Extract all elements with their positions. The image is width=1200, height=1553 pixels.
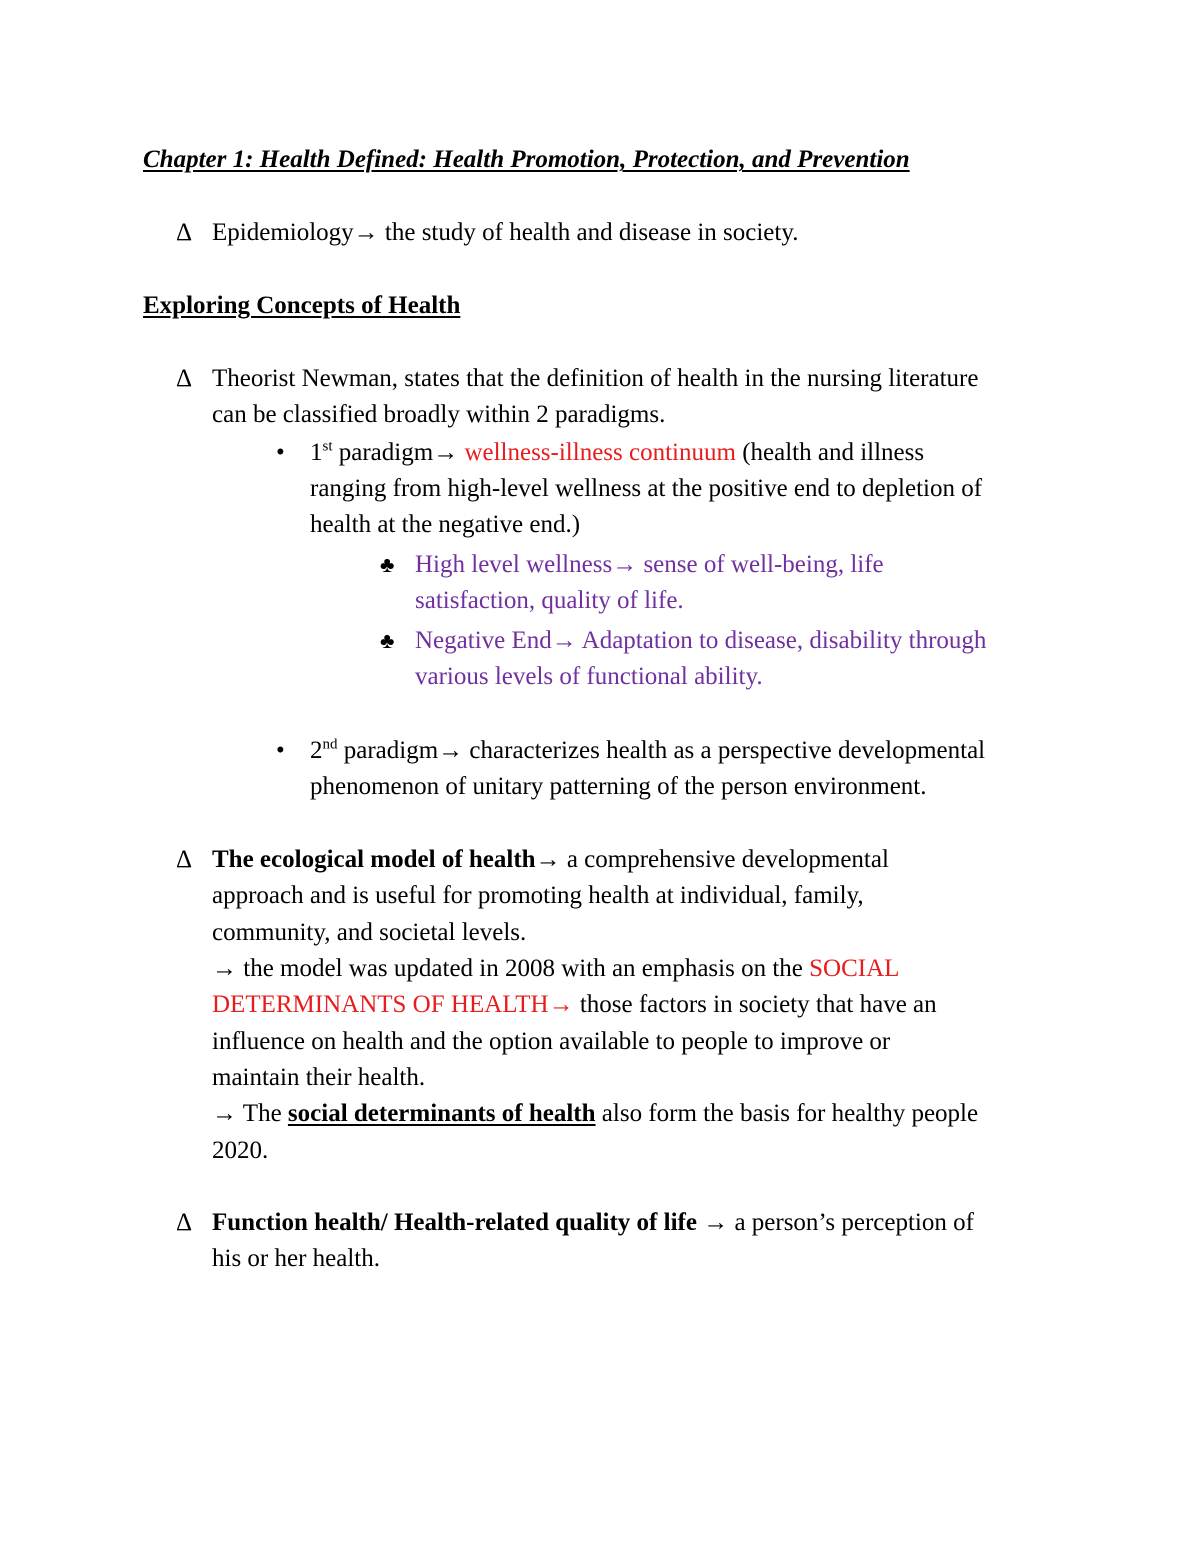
function-health-line-2: his or her health. xyxy=(212,1245,381,1272)
paradigm1-line-3: health at the negative end.) xyxy=(310,511,581,538)
newman-line-1: Theorist Newman, states that the definition of health in the nursing literature xyxy=(212,365,979,392)
term-wellness-illness-continuum: wellness-illness continuum xyxy=(458,439,736,466)
high-level-wellness-line-2: satisfaction, quality of life. xyxy=(415,587,684,614)
club-icon: ♣ xyxy=(380,628,395,653)
term-ecological-model: The ecological model of health xyxy=(212,846,536,873)
arrow-icon: → xyxy=(535,846,561,873)
arrow-icon: → xyxy=(703,1209,729,1236)
club-icon: ♣ xyxy=(380,552,395,577)
arrow-icon: → xyxy=(212,955,237,982)
ecological-line-1: The ecological model of health→ a comprehensive developmental xyxy=(212,846,889,873)
newman-line-2: can be classified broadly within 2 paradigms. xyxy=(212,401,666,428)
paradigm1-line-1: 1st paradigm→ wellness-illness continuum (health and illness xyxy=(310,438,925,466)
section-heading: Exploring Concepts of Health xyxy=(143,292,461,319)
chapter-title: Chapter 1: Health Defined: Health Promotion, Protection, and Prevention xyxy=(143,146,910,173)
ecological-line-4: → the model was updated in 2008 with an emphasis on the SOCIAL xyxy=(212,955,900,982)
arrow-icon: → xyxy=(548,991,574,1018)
paradigm2-line-2: phenomenon of unitary patterning of the person environment. xyxy=(310,773,927,800)
ecological-line-6: influence on health and the option available to people to improve or xyxy=(212,1028,891,1055)
delta-bullet: Δ xyxy=(176,846,193,873)
term-social-determinants: social determinants of health xyxy=(287,1100,596,1127)
paradigm2-line-1: 2nd paradigm→ characterizes health as a perspective developmental xyxy=(310,736,986,764)
ecological-line-2: approach and is useful for promoting health at individual, family, xyxy=(212,882,864,909)
ecological-line-7: maintain their health. xyxy=(212,1064,426,1091)
ecological-line-3: community, and societal levels. xyxy=(212,919,527,946)
round-bullet: • xyxy=(276,737,285,764)
arrow-icon: → xyxy=(438,737,464,764)
function-health-line-1: Function health/ Health-related quality of life → a person’s perception of xyxy=(212,1209,974,1236)
term-epidemiology: Epidemiology xyxy=(212,219,354,246)
round-bullet: • xyxy=(276,439,285,466)
ecological-line-5: DETERMINANTS OF HEALTH→ those factors in society that have an xyxy=(212,991,937,1018)
term-function-health: Function health/ Health-related quality of life xyxy=(212,1209,704,1236)
delta-bullet: Δ xyxy=(176,1209,193,1236)
ecological-line-8: → The social determinants of health also form the basis for healthy people xyxy=(212,1100,979,1127)
arrow-icon: → xyxy=(212,1100,237,1127)
arrow-icon: → xyxy=(612,551,638,578)
negative-end-line-2: various levels of functional ability. xyxy=(415,663,763,690)
ecological-line-9: 2020. xyxy=(212,1137,269,1164)
arrow-icon: → xyxy=(433,439,459,466)
delta-bullet: Δ xyxy=(176,219,193,246)
paradigm1-line-2: ranging from high-level wellness at the positive end to depletion of xyxy=(310,475,983,502)
high-level-wellness-line-1: High level wellness→ sense of well-being, life xyxy=(415,551,884,578)
epidemiology-line xyxy=(212,220,798,245)
negative-end-line-1: Negative End→ Adaptation to disease, disability through xyxy=(415,627,987,654)
arrow-icon: → xyxy=(551,627,577,654)
epidemiology-definition: the study of health and disease in society. xyxy=(378,219,799,246)
arrow-icon: → xyxy=(353,219,379,246)
delta-bullet: Δ xyxy=(176,365,193,392)
